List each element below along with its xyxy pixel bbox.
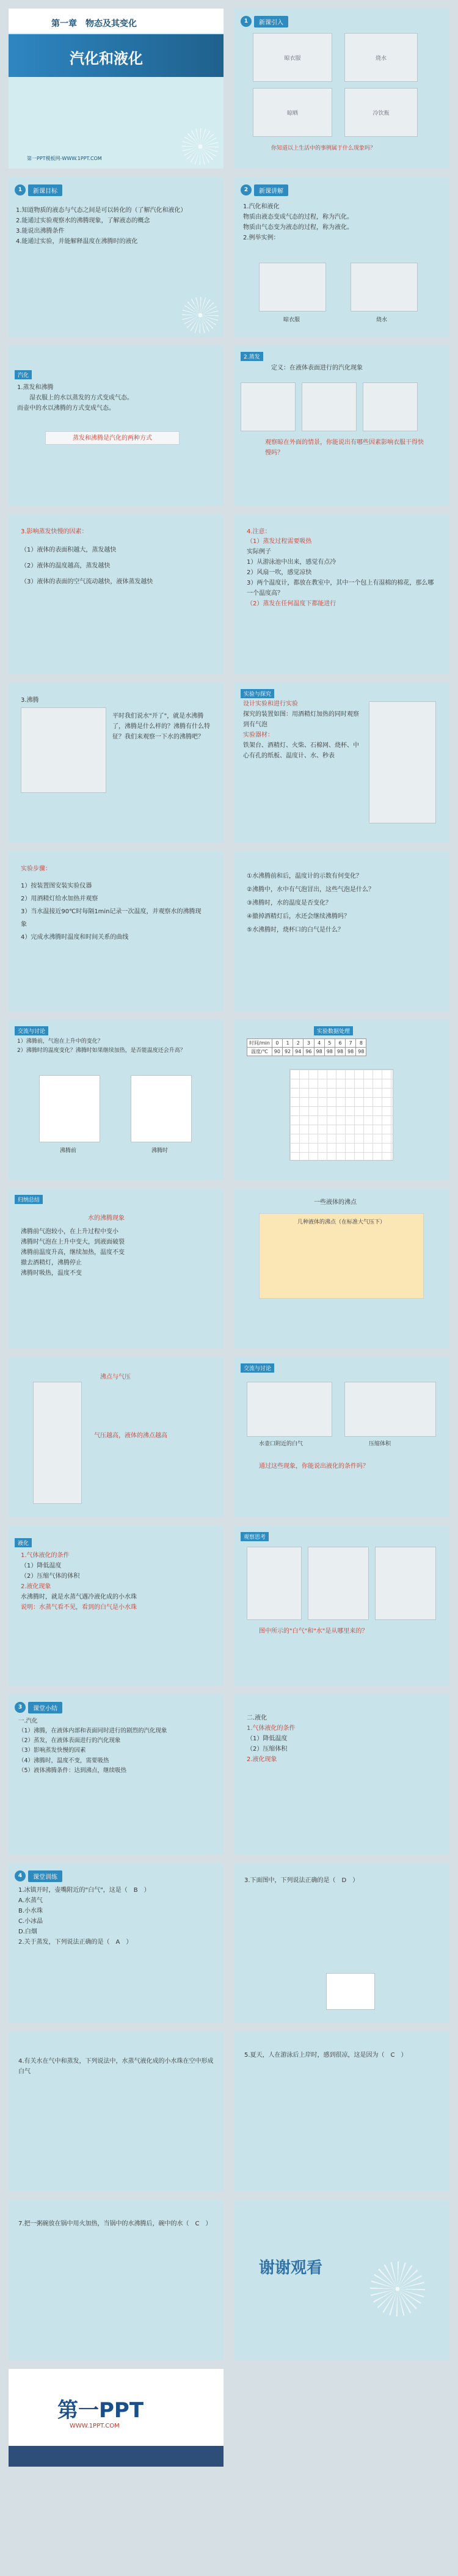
slide-exercise-2 <box>234 1863 449 2023</box>
badge-icon: 1 <box>15 184 26 195</box>
question: 通过这些现象，你能说出液化的条件吗？ <box>259 1463 369 1470</box>
slide-experiment <box>234 683 449 843</box>
clothes-drying-image <box>363 382 418 431</box>
dandelion-icon <box>182 128 219 165</box>
clothes-image <box>259 263 326 312</box>
exp-title: 设计实验和进行实验 <box>243 701 298 707</box>
step-item: 1）按装置图安装实验仪器 <box>21 883 92 889</box>
table-cell: 98 <box>346 1048 356 1056</box>
table-cell: 0 <box>272 1039 282 1048</box>
option: D.白烟 <box>18 1928 37 1935</box>
table-cell: 温度/℃ <box>247 1048 272 1056</box>
notes-title: 4.注意： <box>247 528 271 535</box>
slide-questions <box>234 852 449 1012</box>
footer-logo: 第一PPT <box>57 2398 144 2423</box>
question: 观察晾在外面的情景，你能说出有哪些因素影响衣服干得快慢吗？ <box>265 439 424 456</box>
materials-label: 实验器材： <box>243 732 274 739</box>
table-row <box>247 1048 366 1056</box>
step-item: 3）当水温接近90℃时每隔1min记录一次温度，并观察水的沸腾现象 <box>21 908 202 928</box>
pressure-title: 沸点与气压 <box>100 1374 131 1381</box>
definition: 定义：在液体表面进行的汽化现象 <box>271 365 363 371</box>
question: 1.冰镇开时，壶嘴附近的"白气"，这是（ B ） <box>18 1887 150 1894</box>
summary-item: 沸腾前气泡较小，在上升过程中变小 <box>21 1228 118 1235</box>
pressure-rule: 气压越高，液体的沸点越高 <box>94 1432 167 1439</box>
question-item: ①水沸腾前和后，温度计的示数有何变化？ <box>247 873 362 880</box>
question-item: ⑤水沸腾时，烧杯口的白气是什么？ <box>247 927 344 933</box>
factor-item: （2）液体的温度越高，蒸发越快 <box>21 563 111 569</box>
boiling-title: 3.沸腾 <box>21 697 39 704</box>
materials: 铁架台、酒精灯、火柴、石棉网、烧杯、中心有孔的纸板、温度计、水、秒表 <box>243 742 359 759</box>
section-tag: 新课引入 <box>254 16 288 27</box>
slide-thanks <box>234 2200 449 2360</box>
stand-image <box>33 1382 82 1504</box>
clothes-drying-image <box>302 382 357 431</box>
vaporization-def: 物质由液态变成气态的过程，称为汽化。 <box>243 214 353 221</box>
table-cell: 5 <box>324 1039 335 1048</box>
kettle-image <box>247 1382 332 1437</box>
bp-title: 一些液体的沸点 <box>314 1199 357 1206</box>
slide-liquefaction <box>9 1526 224 1686</box>
temperature-graph <box>289 1069 393 1161</box>
example-item: 2）风扇一吹，感觉凉快 <box>247 569 312 576</box>
caption: 晾衣服 <box>283 317 300 323</box>
objective-item: 1.知道物质的液态与气态之间是可以转化的（了解汽化和液化） <box>16 207 187 214</box>
table-cell: 96 <box>304 1048 314 1056</box>
table-cell: 1 <box>282 1039 293 1048</box>
syringe-image <box>344 1382 436 1437</box>
table-cell: 8 <box>356 1039 366 1048</box>
summary-item: （3）影响蒸发快慢的因素 <box>18 1747 86 1754</box>
badge-icon: 2 <box>241 184 252 195</box>
section-tag: 汽化 <box>15 370 32 379</box>
table-cell: 92 <box>282 1048 293 1056</box>
table-cell: 94 <box>293 1048 304 1056</box>
slide-vaporization <box>9 346 224 506</box>
table-cell: 3 <box>304 1039 314 1048</box>
summary-item: 沸腾时气泡在上升中变大，到液面破裂 <box>21 1239 125 1246</box>
section-tag: 交流与讨论 <box>241 1363 274 1373</box>
note-item: （2）蒸发在任何温度下都能进行 <box>247 600 336 607</box>
summary-item: 撤去酒精灯，沸腾停止 <box>21 1260 82 1266</box>
dandelion-icon <box>182 297 219 334</box>
badge-icon: 1 <box>241 16 252 27</box>
liquefaction-def: 物质由气态变为液态的过程，称为液化。 <box>243 224 353 231</box>
summary-heading: 一.汽化 <box>18 1718 38 1724</box>
footer-text: 第一PPT模板网-WWW.1PPT.COM <box>27 156 102 161</box>
table-row <box>247 1039 366 1048</box>
option: A.水蒸气 <box>18 1897 43 1904</box>
summary-item: （2）压缩体积 <box>247 1746 288 1753</box>
data-table <box>247 1038 366 1056</box>
table-cell: 6 <box>335 1039 345 1048</box>
summary-item: 2.液化现象 <box>247 1756 277 1763</box>
data-title: 实验数据处理 <box>314 1026 353 1035</box>
option: B.小水珠 <box>18 1908 43 1914</box>
examples-label: 实际例子 <box>247 549 271 555</box>
section-tag: 新课目标 <box>28 184 62 196</box>
condition-item: （1）降低温度 <box>21 1563 62 1569</box>
discussion-q: 2）沸腾时的温度变化？沸腾时如果继续加热，是否能温度还会升高？ <box>17 1048 186 1054</box>
section-tag: 归纳总结 <box>15 1195 43 1204</box>
summary-title: 水的沸腾现象 <box>88 1215 125 1222</box>
example-item: 3）两个温度计，都放在教室中，其中一个包上有湿棉的棉花，那么哪一个温度高？ <box>247 580 434 597</box>
slide-exercise-1 <box>9 1863 224 2023</box>
clothes-drying-image: 晾衣服 <box>253 33 332 82</box>
slide-exercise-3 <box>9 2032 224 2192</box>
clothes-drying-image <box>241 382 296 431</box>
section-tag: 课堂小结 <box>28 1702 62 1713</box>
slide-steps <box>9 852 224 1012</box>
section-tag: 新课讲解 <box>254 184 288 196</box>
factor-item: （1）液体的表面积越大，蒸发越快 <box>21 547 117 553</box>
beaker-before-image <box>39 1075 100 1142</box>
badge-icon: 3 <box>15 1702 26 1713</box>
dandelion-icon <box>370 2261 425 2316</box>
footer-url: WWW.1PPT.COM <box>70 2423 120 2429</box>
slide-data <box>234 1020 449 1180</box>
summary-item: （1）降低温度 <box>247 1735 288 1742</box>
example-item: 1）从游泳池中出来，感觉有点冷 <box>247 559 336 566</box>
factors-title: 3.影响蒸发快慢的因素： <box>21 528 88 535</box>
slide-intro <box>234 9 449 169</box>
slide-title-text: 汽化和液化 <box>70 50 143 67</box>
table-cell: 98 <box>335 1048 345 1056</box>
table-cell: 2 <box>293 1039 304 1048</box>
discussion-q: 1）沸腾前，气泡在上升中的变化？ <box>17 1038 103 1045</box>
phenomena-title: 2.液化现象 <box>21 1583 51 1590</box>
thanks-text: 谢谢观看 <box>259 2259 323 2277</box>
summary-item: （5）液体沸腾条件：达到沸点，继续吸热 <box>18 1767 127 1774</box>
slide-summary-boiling <box>9 1189 224 1349</box>
line: 湿衣服上的水以蒸发的方式变成气态。 <box>29 395 133 401</box>
question: 4.有关水在气中和蒸发，下列说法中，水蒸气液化成的小水珠在空中形成白气 <box>18 2058 214 2075</box>
factor-item: （3）液体的表面的空气流动越快，液体蒸发越快 <box>21 578 153 585</box>
steps-title: 实验步骤： <box>21 866 51 872</box>
badge-icon: 4 <box>15 1870 26 1881</box>
section-tag: 实验与探究 <box>241 689 274 698</box>
objective-item: 3.能说出沸腾条件 <box>16 228 65 235</box>
slide-evaporation <box>234 346 449 506</box>
apparatus-image <box>369 701 436 823</box>
graph-image <box>326 1973 375 2010</box>
question: 2.关于蒸发，下列说法正确的是（ A ） <box>18 1939 133 1946</box>
boiling-point-table <box>259 1213 424 1299</box>
question-item: ②沸腾中，水中有气泡冒出，这些气泡是什么？ <box>247 886 374 893</box>
question: 5.夏天，人在游泳后上岸时，感到很凉，这是因为（ C ） <box>244 2052 407 2059</box>
step-item: 2）用酒精灯给水加热并观察 <box>21 896 98 902</box>
heading: 1.蒸发和沸腾 <box>17 384 54 391</box>
slide-summary <box>9 1695 224 1855</box>
slide-exercise-4 <box>234 2032 449 2192</box>
table-cell: 时间/min <box>247 1039 272 1048</box>
summary-item: （1）沸腾，在液体内部和表面同时进行的剧烈的汽化现象 <box>18 1728 167 1735</box>
table-note: 几种液体的沸点（在标准大气压下） <box>297 1219 385 1225</box>
summary-heading: 二.液化 <box>247 1715 267 1721</box>
conditions-title: 1.气体液化的条件 <box>21 1552 70 1559</box>
chapter-label: 第一章 物态及其变化 <box>51 19 137 29</box>
slide-summary-2 <box>234 1695 449 1855</box>
winter-image <box>375 1547 436 1620</box>
slide-liquefaction-discuss <box>234 1357 449 1517</box>
caption: 水壶口附近的白气 <box>259 1441 304 1447</box>
table-cell: 90 <box>272 1048 282 1056</box>
summary-item: （4）沸腾时，温度不变，需要吸热 <box>18 1757 109 1764</box>
summary-item: 1.气体液化的条件 <box>247 1725 296 1732</box>
exp-body: 探究的装置如图：用酒精灯加热的同时观察到有气泡 <box>243 711 359 728</box>
note-item: （1）蒸发过程需要吸热 <box>247 538 312 545</box>
slide-lesson <box>234 177 449 337</box>
boiling-body: 平时我们说水"开了"，就是水沸腾了，沸腾是什么样的？沸腾有什么特征？我们来观察一下水的沸腾吧？ <box>112 713 210 740</box>
slide-exercise-5 <box>9 2200 224 2360</box>
summary-item: （2）蒸发，在液体表面进行的汽化现象 <box>18 1737 121 1745</box>
caption: 沸腾时 <box>151 1148 169 1154</box>
line: 而壶中的水以沸腾的方式变成气态。 <box>17 405 115 412</box>
highlight-box: 蒸发和沸腾是汽化的两种方式 <box>45 431 180 445</box>
table-cell: 98 <box>314 1048 324 1056</box>
question-item: ③沸腾时，水的温度是否变化？ <box>247 900 332 907</box>
caption: 烧水 <box>376 317 388 323</box>
slide-observe <box>234 1526 449 1686</box>
slide-title <box>9 9 224 169</box>
winter-image <box>247 1547 302 1620</box>
caption: 沸腾前 <box>60 1148 77 1154</box>
beaker-boiling-image <box>131 1075 192 1142</box>
table-cell: 4 <box>314 1039 324 1048</box>
section-tag: 液化 <box>15 1538 32 1547</box>
section-tag: 交流与讨论 <box>15 1026 48 1035</box>
slide-factors <box>9 514 224 674</box>
caption: 压缩体积 <box>369 1441 391 1447</box>
footer-banner <box>9 2369 224 2467</box>
phenomena-item: 水沸腾时，就是水蒸气遇冷液化成的小水珠 <box>21 1594 137 1600</box>
examples-label: 2.例举实例： <box>243 235 280 241</box>
boiling-pot-image <box>21 707 106 793</box>
observe-caption: 图中所示的"白气"和"水"是从哪里来的？ <box>259 1628 368 1635</box>
slide-notes <box>234 514 449 674</box>
table-cell: 7 <box>346 1039 356 1048</box>
summary-item: 沸腾前温度升高，继续加热，温度不变 <box>21 1249 125 1256</box>
question: 7.把一粥碗放在锅中用火加热，当锅中的水沸腾后，碗中的水（ C ） <box>18 2220 212 2227</box>
section-tag: 课堂训练 <box>28 1870 62 1882</box>
step-item: 4）完成水沸腾时温度和时间关系的曲线 <box>21 934 129 941</box>
objective-item: 2.能通过实验观察水的沸腾现象，了解液态的概念 <box>16 217 150 224</box>
slide-boiling <box>9 683 224 843</box>
question: 3.下面图中，下列说法正确的是（ D ） <box>244 1877 359 1884</box>
winter-image <box>308 1547 369 1620</box>
summary-item: 沸腾时吸热，温度不变 <box>21 1270 82 1277</box>
section-tag: 2.蒸发 <box>241 352 263 361</box>
bottle-image: 冷饮瓶 <box>344 88 418 137</box>
slide-boiling-points <box>234 1189 449 1349</box>
intro-question: 你知道以上生活中的事例属于什么现象吗？ <box>271 145 376 151</box>
objective-item: 4.能通过实验，并能解释温度在沸腾时的液化 <box>16 238 138 245</box>
boiling-pot-image: 烧水 <box>344 33 418 82</box>
note: 说明：水蒸气看不见，看到的白气是小水珠 <box>21 1604 137 1611</box>
slide-bubbles <box>9 1020 224 1180</box>
lesson-title: 1.汽化和液化 <box>243 203 280 210</box>
laundry-image: 晾晒 <box>253 88 332 137</box>
kettle-image <box>351 263 418 312</box>
table-cell: 98 <box>356 1048 366 1056</box>
table-cell: 98 <box>324 1048 335 1056</box>
slide-pressure <box>9 1357 224 1517</box>
section-tag: 观察思考 <box>241 1532 269 1541</box>
question-item: ④撤掉酒精灯后，水还会继续沸腾吗？ <box>247 913 350 920</box>
slide-objectives <box>9 177 224 337</box>
option: C.小冰晶 <box>18 1918 43 1925</box>
condition-item: （2）压缩气体的体积 <box>21 1573 80 1580</box>
